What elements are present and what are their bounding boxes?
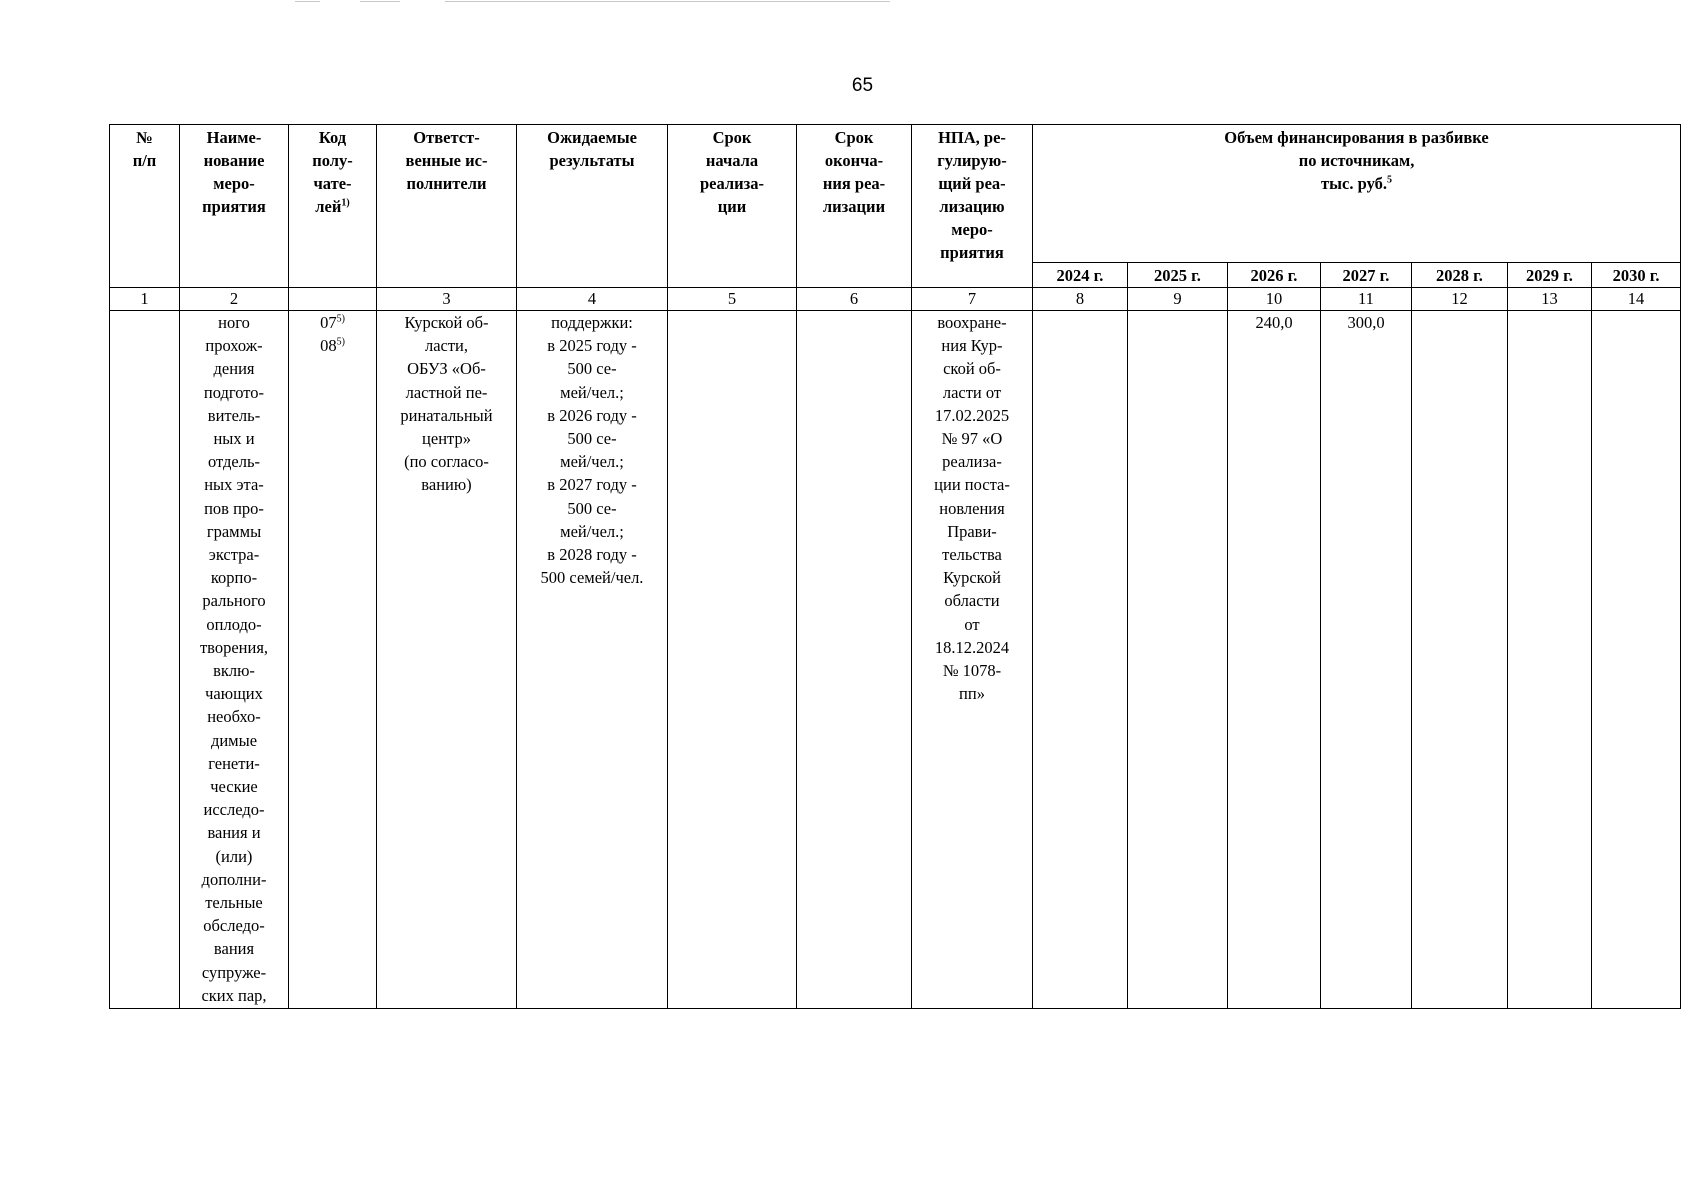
amount-2024 — [1033, 311, 1128, 1009]
header-financing-label: Объем финансирования в разбивке по источникам, тыс. руб. — [1224, 128, 1489, 193]
row-code-footnote: 5) — [336, 336, 345, 348]
year-2030: 2030 г. — [1592, 263, 1681, 288]
scan-artifact-line — [360, 1, 400, 2]
header-code-footnote: 1) — [341, 197, 350, 209]
column-number-row — [110, 288, 1681, 311]
row-end — [797, 311, 912, 1009]
header-start: Срок начала реализа- ции — [668, 125, 797, 288]
column-number: 2 — [180, 288, 289, 311]
column-number: 1 — [110, 288, 180, 311]
scan-artifact-line — [295, 1, 320, 2]
header-row — [110, 125, 1681, 263]
column-number: 4 — [517, 288, 668, 311]
amount-2025 — [1128, 311, 1228, 1009]
header-npa: НПА, ре- гулирую- щий реа- лизацию меро- приятия — [912, 125, 1033, 288]
scan-artifact-line — [445, 1, 890, 2]
column-number: 10 — [1228, 288, 1321, 311]
amount-2030 — [1592, 311, 1681, 1009]
year-2027: 2027 г. — [1321, 263, 1412, 288]
header-code — [289, 125, 377, 288]
header-code-label: Код полу- чате- лей — [312, 128, 353, 216]
row-name: ного прохож- дения подгото- витель- ных и отдель- ных эта- пов про- граммы экстра- корпо- рального оплодо- творения, вклю- чающих необхо- димые генети- ческие исследо- вания и (или) дополни- тельные обследо- вания супруже- ских пар, — [180, 311, 289, 1009]
header-results: Ожидаемые результаты — [517, 125, 668, 288]
header-name: Наиме- нование меро- приятия — [180, 125, 289, 288]
header-financing — [1033, 125, 1681, 263]
financing-table — [109, 124, 1681, 1009]
year-2024: 2024 г. — [1033, 263, 1128, 288]
row-code — [289, 311, 377, 1009]
column-number: 5 — [668, 288, 797, 311]
amount-2029 — [1508, 311, 1592, 1009]
row-start — [668, 311, 797, 1009]
amount-2027: 300,0 — [1321, 311, 1412, 1009]
row-results: поддержки: в 2025 году - 500 се- мей/чел.; в 2026 году - 500 се- мей/чел.; в 2027 году - 500 се- мей/чел.; в 2028 году - 500 семей/чел. — [517, 311, 668, 1009]
column-number: 9 — [1128, 288, 1228, 311]
amount-2028 — [1412, 311, 1508, 1009]
row-num — [110, 311, 180, 1009]
column-number: 8 — [1033, 288, 1128, 311]
header-executors: Ответст- венные ис- полнители — [377, 125, 517, 288]
header-end: Срок оконча- ния реа- лизации — [797, 125, 912, 288]
row-code-value: 08 — [320, 336, 337, 356]
header-financing-footnote: 5 — [1386, 174, 1392, 186]
header-num: № п/п — [110, 125, 180, 288]
row-executors: Курской об- ласти, ОБУЗ «Об- ластной пе- ринатальный центр» (по согласо- ванию) — [377, 311, 517, 1009]
column-number: 11 — [1321, 288, 1412, 311]
amount-2026: 240,0 — [1228, 311, 1321, 1009]
column-number: 12 — [1412, 288, 1508, 311]
year-2026: 2026 г. — [1228, 263, 1321, 288]
column-number: 3 — [377, 288, 517, 311]
year-2029: 2029 г. — [1508, 263, 1592, 288]
row-code-footnote: 5) — [336, 313, 345, 325]
page-number: 65 — [851, 75, 874, 96]
column-number: 6 — [797, 288, 912, 311]
row-code-value: 07 — [320, 313, 337, 332]
year-2025: 2025 г. — [1128, 263, 1228, 288]
year-2028: 2028 г. — [1412, 263, 1508, 288]
column-number — [289, 288, 377, 311]
row-npa: воохране- ния Кур- ской об- ласти от 17.02.2025 № 97 «О реализа- ции поста- новления Прави- тельства Курской области от 18.12.2024 № 1078- пп» — [912, 311, 1033, 1009]
table-row — [110, 311, 1681, 1009]
column-number: 13 — [1508, 288, 1592, 311]
column-number: 14 — [1592, 288, 1681, 311]
column-number: 7 — [912, 288, 1033, 311]
